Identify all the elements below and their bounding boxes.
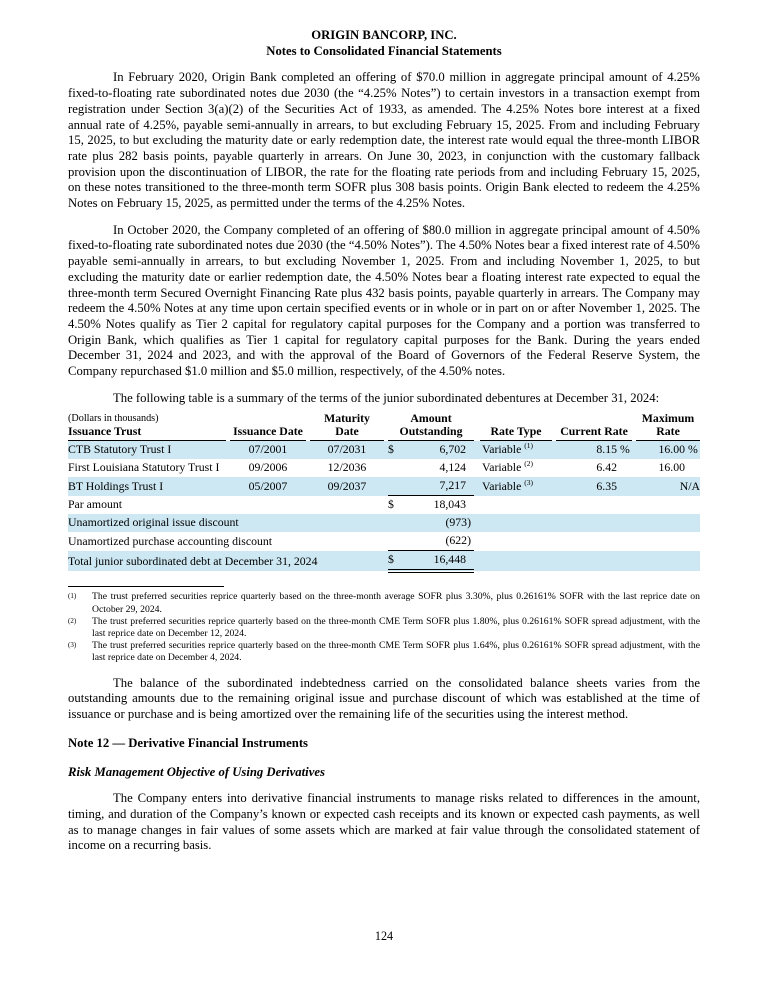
footnote-separator-rule <box>68 586 224 587</box>
balance-paragraph: The balance of the subordinated indebtedness carried on the consolidated balance sheets varies from the outstanding amounts due to the remaining original issue and purchase discount of which was established at the time of issuance or purchase and is being amortized over the remaining life of the securities using the interest method. <box>68 675 700 722</box>
junior-subordinated-debentures-table <box>68 412 700 573</box>
footnote-item <box>68 616 700 640</box>
page-number: 124 <box>374 929 394 943</box>
summary-label: Par amount <box>68 497 123 512</box>
table-row <box>68 477 700 496</box>
cell-amount: 18,043 <box>433 497 467 512</box>
cell-currency: $ <box>388 497 394 512</box>
cell-currency: $ <box>388 551 404 572</box>
cell-current-rate: 6.42 <box>596 460 618 475</box>
cell-amount: 7,217 <box>404 477 474 496</box>
footnote-text: The trust preferred securities reprice quarterly based on the three-month CME Term SOFR plus 1.64%, plus 0.26161% SOFR spread adjustment, with the last reprice date on December 4, 2024. <box>92 640 700 664</box>
col-header-issuance-trust: (Dollars in thousands) Issuance Trust <box>68 412 226 441</box>
cell-rate-type: Variable $^{(1)}$ <box>480 441 552 460</box>
cell-maximum-rate: 16.00 % <box>636 441 700 460</box>
cell-maturity-date: 12/2036 <box>327 460 367 475</box>
cell-current-rate: 6.35 <box>556 477 632 496</box>
cell-maximum-rate: N/A <box>636 477 700 496</box>
footnote-item <box>68 640 700 664</box>
cell-amount: (622) <box>404 532 474 551</box>
cell-trust: CTB Statutory Trust I <box>68 441 226 460</box>
footnote-marker: (1) <box>68 592 77 601</box>
summary-row <box>68 514 700 532</box>
cell-amount: (973) <box>404 514 474 532</box>
col-header-maximum-rate: Maximum Rate <box>636 412 700 441</box>
cell-trust: First Louisiana Statutory Trust I <box>68 460 220 475</box>
table-row <box>68 441 700 460</box>
footnote-text: The trust preferred securities reprice quarterly based on the three-month average SOFR plus 3.30%, plus 0.26161% SOFR with the last reprice date on October 29, 2024. <box>92 591 700 615</box>
cell-issuance-date: 05/2007 <box>230 477 306 496</box>
cell-current-rate: 8.15 % <box>556 441 632 460</box>
derivatives-paragraph: The Company enters into derivative financial instruments to manage risks related to differences in the amount, timing, and duration of the Company’s known or expected cash receipts and its known or expected cash payments, as well as to manage changes in fair values of some assets which are marked at fair value through the consolidated statement of income on a recurring basis. <box>68 791 700 853</box>
footnote-marker: (3) <box>68 641 77 650</box>
cell-maturity-date: 07/2031 <box>310 441 384 460</box>
cell-rate-type: Variable $^{(3)}$ <box>480 477 552 496</box>
units-note: (Dollars in thousands) <box>68 413 159 425</box>
col-header-maturity-date: Maturity Date <box>310 412 384 441</box>
cell-maximum-rate: 16.00 <box>658 460 686 475</box>
footnote-ref: (3) <box>524 478 534 488</box>
cell-rate-type: Variable $^{(2)}$ <box>482 459 534 475</box>
table-intro-paragraph: The following table is a summary of the terms of the junior subordinated debentures at December 31, 2024: <box>113 390 660 405</box>
footnote-text: The trust preferred securities reprice quarterly based on the three-month CME Term SOFR plus 1.80%, plus 0.26161% SOFR spread adjustment, with the last reprice date on December 12, 2024. <box>92 615 700 640</box>
cell-currency <box>388 532 404 551</box>
paragraph-450-notes: In October 2020, the Company completed of an offering of $80.0 million in aggregate principal amount of 4.50% fixed-to-floating rate subordinated notes due 2030 (the “4.50% Notes”). The 4.50% Notes bear a fixed interest rate of 4.50% payable semi-annually in arrears, to but excluding November 1, 2025. From and including November 1, 2025, to but excluding the maturity date or earlier redemption date, the 4.50% Notes bear a floating interest rate expected to equal the three-month term Secured Overnight Financing Rate plus 432 basis points, payable quarterly in arrears. The Company may redeem the 4.50% Notes at any time upon certain specified events or in whole or in part on or after November 1, 2025. The 4.50% Notes qualify as Tier 2 capital for regulatory capital purposes for the Company and a portion was transferred to Origin Bank, which qualifies as Tier 1 capital for regulatory capital purposes for the Bank. During the years ended December 31, 2024 and 2023, and with the approval of the Board of Governors of the Federal Reserve System, the Company repurchased $1.0 million and $5.0 million, respectively, of the 4.50% notes. <box>68 222 700 379</box>
footnote-marker: (2) <box>68 616 77 625</box>
summary-row <box>68 496 700 515</box>
risk-management-heading: Risk Management Objective of Using Derivatives <box>68 764 325 779</box>
cell-maturity-date: 09/2037 <box>310 477 384 496</box>
footnote-item <box>68 591 700 615</box>
cell-trust: BT Holdings Trust I <box>68 477 226 496</box>
cell-amount: 6,702 <box>404 441 474 460</box>
footnote-ref: (2) <box>524 459 534 469</box>
cell-currency: $ <box>388 441 404 460</box>
table-row <box>68 459 700 477</box>
paragraph-425-notes: In February 2020, Origin Bank completed an offering of $70.0 million in aggregate principal amount of 4.25% fixed-to-floating rate subordinated notes due 2030 (the “4.25% Notes”) to certain investors in a transaction exempt from registration under Section 3(a)(2) of the Securities Act of 1933, as amended. The 4.25% Notes bore interest at a fixed annual rate of 4.25%, payable semi-annually in arrears, to but excluding February 15, 2025. From and including February 15, 2025, to but excluding the maturity date or early redemption date, the interest rate would equal the three-month LIBOR rate plus 282 basis points, payable quarterly in arrears. On June 30, 2023, in conjunction with the customary fallback provision upon the discontinuation of LIBOR, the rate for the floating rate periods from and including February 15, 2025, on these notes transitioned to the three-month term SOFR plus 308 basis points. Origin Bank elected to redeem the 4.25% Notes on February 15, 2025, as permitted under the terms of the 4.25% Notes. <box>68 70 700 211</box>
cell-amount: 4,124 <box>439 460 467 475</box>
note-12-heading: Note 12 — Derivative Financial Instruments <box>68 735 308 750</box>
footnote-ref: (1) <box>524 441 534 451</box>
summary-label: Total junior subordinated debt at December 31, 2024 <box>68 551 388 572</box>
summary-row <box>68 532 700 551</box>
col-header-amount-outstanding: Amount Outstanding <box>388 412 474 441</box>
summary-label: Unamortized original issue discount <box>68 514 388 532</box>
company-title: ORIGIN BANCORP, INC. <box>311 28 457 42</box>
cell-amount: 16,448 <box>404 551 474 572</box>
summary-row <box>68 551 700 572</box>
cell-currency <box>388 459 404 477</box>
cell-currency <box>388 477 404 496</box>
cell-issuance-date: 07/2001 <box>230 441 306 460</box>
cell-currency <box>388 514 404 532</box>
col-header-rate-type: Rate Type <box>480 412 552 441</box>
summary-label: Unamortized purchase accounting discount <box>68 533 273 548</box>
cell-issuance-date: 09/2006 <box>248 460 288 475</box>
notes-subtitle: Notes to Consolidated Financial Statements <box>266 43 502 58</box>
table-header-row <box>68 412 700 441</box>
col-header-current-rate: Current Rate <box>556 412 632 441</box>
col-header-issuance-date: Issuance Date <box>230 412 306 441</box>
